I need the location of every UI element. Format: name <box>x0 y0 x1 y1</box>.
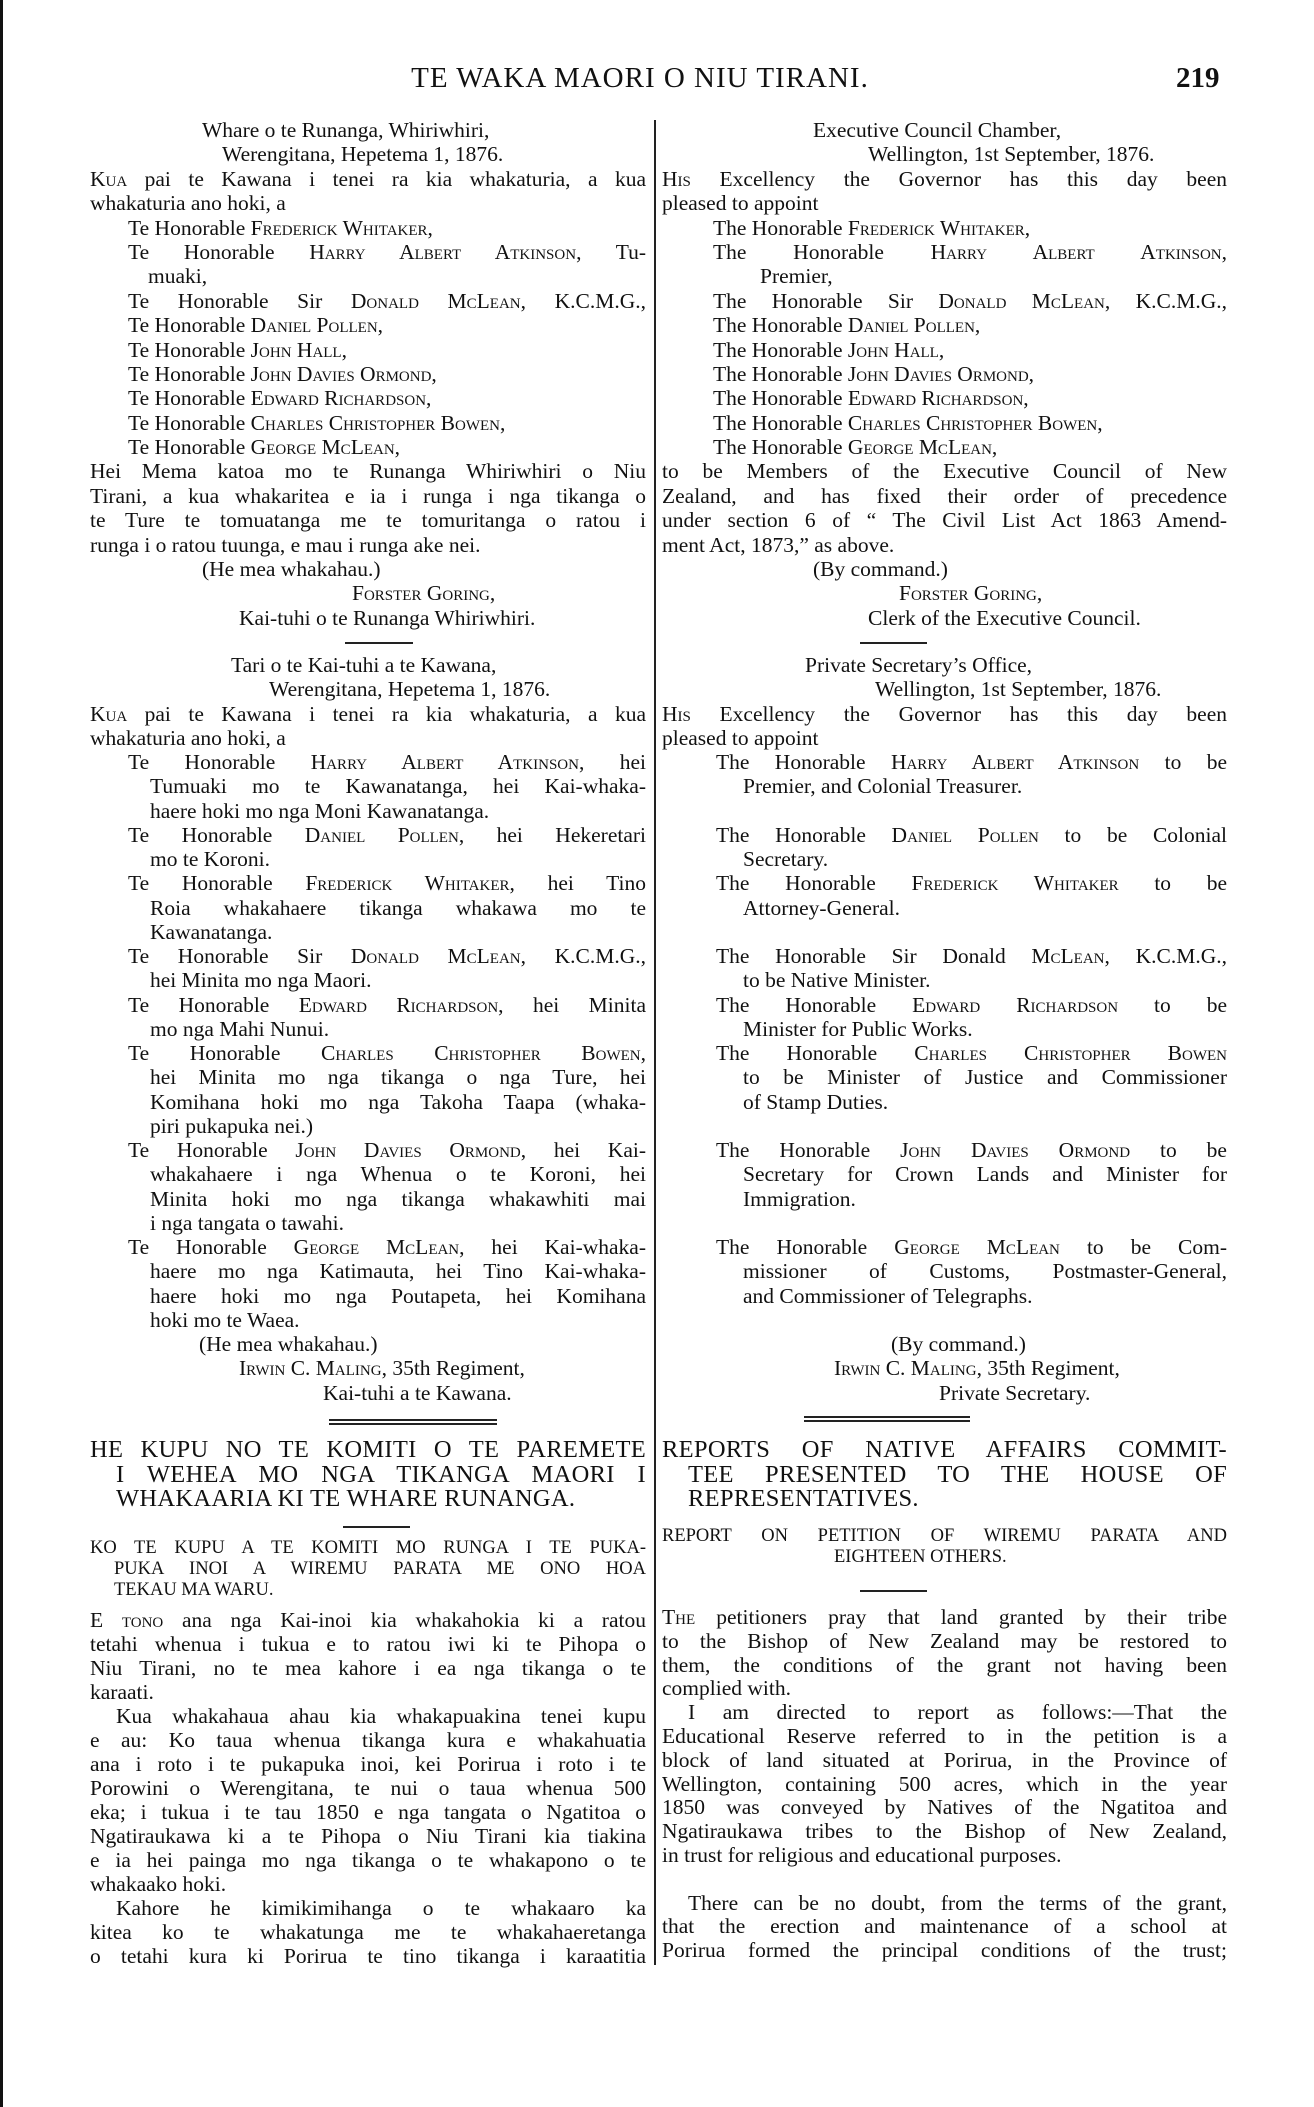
text-line: hoki mo te Waea. <box>150 1307 300 1332</box>
text-line: The Honorable George McLean, <box>713 435 998 460</box>
subheading-maori <box>90 1538 646 1601</box>
blank-line <box>662 1211 1227 1235</box>
text-line: Te Honorable Daniel Pollen, hei Hekeretari <box>128 822 647 847</box>
text-line: The Honorable John Hall, <box>713 337 945 362</box>
text-line: Wellington, 1st September, 1876. <box>868 142 1155 167</box>
small-caps-name: Irwin <box>834 1356 881 1381</box>
text-line: Clerk of the Executive Council. <box>868 605 1141 630</box>
text-line: Immigration. <box>743 1186 856 1211</box>
text-line: missioner of Customs, Postmaster-General, <box>743 1259 1227 1284</box>
text-line: The Honorable Charles Christopher Bowen <box>716 1041 1227 1065</box>
text-line: HE KUPU NO TE KOMITI O TE PAREMETE <box>90 1436 646 1463</box>
text-line: The Honorable Harry Albert Atkinson, <box>713 239 1227 264</box>
small-caps-name: Donald McLean <box>938 288 1105 313</box>
blank-line <box>662 799 1227 823</box>
text-line: Secretary. <box>743 847 829 871</box>
text-line: Tari o te Kai-tuhi a te Kawana, <box>231 653 497 677</box>
small-caps-name: Maling <box>910 1356 977 1381</box>
text-line: Te Honorable John Hall, <box>128 337 347 362</box>
text-line: Kai-tuhi a te Kawana. <box>323 1380 512 1405</box>
text-line: (He mea whakahau.) <box>202 557 381 582</box>
small-caps-name: Kua <box>90 701 128 726</box>
small-caps-name: Frederick Whitaker <box>250 215 428 240</box>
text-line: TEE PRESENTED TO THE HOUSE OF <box>688 1460 1227 1488</box>
blank-line <box>662 1308 1227 1332</box>
small-caps-name: Harry Albert Atkinson <box>890 750 1140 774</box>
separator-rule <box>860 1590 927 1592</box>
text-line: The Honorable Daniel Pollen to be Colonial <box>716 822 1227 847</box>
blank-line <box>662 920 1227 944</box>
text-line: Executive Council Chamber, <box>813 118 1062 142</box>
text-line: Te Honorable Charles Christopher Bowen, <box>128 410 506 435</box>
text-line: them, the conditions of the grant not having been <box>662 1652 1227 1677</box>
text-line: The Honorable Sir Donald McLean, K.C.M.G., <box>713 288 1228 313</box>
text-line: The Honorable Frederick Whitaker, <box>713 215 1031 240</box>
text-line: His Excellency the Governor has this day been <box>662 166 1227 191</box>
text-line: piri pukapuka nei.) <box>150 1113 313 1138</box>
text-line: Wellington, 1st September, 1876. <box>875 677 1162 702</box>
small-caps-name: John Hall <box>250 337 342 362</box>
small-caps-name: Charles Christopher Bowen <box>914 1041 1227 1065</box>
small-caps-name: George McLean <box>293 1235 460 1259</box>
small-caps-name: Irwin <box>239 1356 286 1381</box>
text-line: Secretary for Crown Lands and Minister for <box>743 1162 1227 1187</box>
text-line: Hei Mema katoa mo te Runanga Whiriwhiri o Niu <box>90 459 646 484</box>
small-caps-name: Edward Richardson <box>298 992 499 1017</box>
small-caps-name: His <box>662 701 691 726</box>
text-line: Premier, <box>760 264 833 289</box>
text-line: Kawanatanga. <box>150 919 273 944</box>
text-line: eka; i tukua i te tau 1850 e nga tangata o Ngatitoa o <box>90 1800 646 1824</box>
text-line: Te Honorable Sir Donald McLean, K.C.M.G., <box>128 288 647 313</box>
text-line: Forster Goring, <box>352 581 496 606</box>
small-caps-name: John Davies Ormond <box>847 361 1029 386</box>
small-caps-name: George McLean <box>847 435 992 460</box>
text-line: Komihana hoki mo nga Takoha Taapa (whaka- <box>150 1089 646 1114</box>
text-line: E tono ana nga Kai-inoi kia whakahokia ki a ratou <box>90 1608 646 1632</box>
text-line: Private Secretary. <box>939 1380 1091 1405</box>
text-line: complied with. <box>662 1676 791 1701</box>
text-line: The petitioners pray that land granted by their tribe <box>662 1605 1227 1629</box>
text-line: mo te Koroni. <box>150 847 271 871</box>
small-caps-name: Frederick Whitaker <box>911 871 1119 896</box>
text-line: (By command.) <box>891 1332 1026 1356</box>
small-caps-name: Harry Albert Atkinson <box>310 750 579 774</box>
text-line: I am directed to report as follows:—That the <box>688 1700 1227 1725</box>
text-line: whakaturia ano hoki, a <box>90 725 286 750</box>
text-line: Ngatiraukawa ki a te Pihopa o Niu Tirani kia tiakina <box>90 1824 646 1848</box>
text-line: to be Members of the Executive Council of New <box>662 459 1227 484</box>
small-caps-name: Donald McLean <box>350 288 521 313</box>
text-line: Ngatiraukawa tribes to the Bishop of New Zealand, <box>662 1819 1227 1844</box>
text-line: o tetahi kura ki Porirua te tino tikanga i karaatitia <box>90 1944 646 1968</box>
text-line: muaki, <box>148 264 208 289</box>
report-body-maori <box>90 1608 646 1968</box>
text-line: REPRESENTATIVES. <box>688 1485 919 1512</box>
text-line: Te Honorable John Davies Ormond, hei Kai- <box>128 1138 647 1162</box>
separator-rule <box>345 642 413 644</box>
text-line: Irwin C. Maling, 35th Regiment, <box>239 1356 525 1381</box>
text-line: There can be no doubt, from the terms of the grant, <box>688 1890 1227 1915</box>
text-line: Educational Reserve referred to in the petition is a <box>662 1723 1227 1748</box>
scan-edge <box>0 0 3 2107</box>
text-line: whakaako hoki. <box>90 1872 227 1896</box>
text-line: Niu Tirani, no te mea kahore i ea nga tikanga o te <box>90 1656 646 1680</box>
text-line: Kua pai te Kawana i tenei ra kia whakaturia, a kua <box>90 166 646 191</box>
text-line: 1850 was conveyed by Natives of the Ngatitoa and <box>662 1795 1227 1820</box>
small-caps-name: George McLean <box>250 435 395 460</box>
text-line: Kai-tuhi o te Runanga Whiriwhiri. <box>239 605 536 630</box>
text-line: REPORT ON PETITION OF WIREMU PARATA AND <box>662 1526 1227 1546</box>
text-line: EIGHTEEN OTHERS. <box>834 1547 1007 1567</box>
text-line: Te Honorable Frederick Whitaker, <box>128 215 433 240</box>
text-line: pleased to appoint <box>662 725 819 750</box>
text-line: mo nga Mahi Nunui. <box>150 1016 330 1041</box>
notice-executive-council-maori <box>90 118 646 630</box>
text-line: Te Honorable Frederick Whitaker, hei Tino <box>128 871 647 896</box>
text-line: Te Honorable Sir Donald McLean, K.C.M.G., <box>128 944 647 968</box>
small-caps-name: Donald McLean <box>350 944 521 968</box>
text-line: Kua whakahaua ahau kia whakapuakina tenei kupu <box>116 1704 646 1728</box>
report-body-english <box>662 1606 1227 1963</box>
separator-rule <box>343 1526 410 1528</box>
small-caps-name: Charles Christopher Bowen <box>320 1041 641 1065</box>
text-line: hei Minita mo nga tikanga o nga Ture, hei <box>150 1065 646 1090</box>
text-line: Irwin C. Maling, 35th Regiment, <box>834 1356 1120 1381</box>
small-caps-name: Edward Richardson <box>250 386 427 411</box>
text-line: Werengitana, Hepetema 1, 1876. <box>269 677 551 702</box>
double-rule <box>804 1416 970 1422</box>
text-line: whakahaere i nga Whenua o te Koroni, hei <box>150 1162 646 1187</box>
text-line: Te Honorable Harry Albert Atkinson, hei <box>128 750 646 774</box>
text-line: haere hoki mo nga Moni Kawanatanga. <box>150 798 490 823</box>
text-line: I WEHEA MO NGA TIKANGA MAORI I <box>116 1460 646 1488</box>
blank-line <box>662 1114 1227 1138</box>
notice-executive-council <box>662 118 1227 630</box>
small-caps-name: Edward Richardson <box>912 992 1119 1017</box>
text-line: Te Honorable Daniel Pollen, <box>128 313 384 338</box>
small-caps-name: Harry Albert Atkinson <box>309 239 577 264</box>
text-line: Porowini o Werengitana, te nui o taua whenua 500 <box>90 1776 646 1800</box>
text-line: The Honorable Edward Richardson, <box>713 386 1029 411</box>
small-caps-name: tono <box>121 1608 164 1632</box>
small-caps-name: Kua <box>90 166 128 191</box>
text-line: His Excellency the Governor has this day been <box>662 701 1227 726</box>
text-line: Te Honorable John Davies Ormond, <box>128 361 437 386</box>
text-line: Tirani, a kua whakaritea e ia i runga i nga tikanga o <box>90 483 646 508</box>
notice-ministers-maori <box>90 653 646 1405</box>
text-line: runga i o ratou tuunga, e mau i runga ake nei. <box>90 532 481 557</box>
text-line: The Honorable Daniel Pollen, <box>713 313 981 338</box>
text-line: e au: Ko taua whenua tikanga kura e whakahuatia <box>90 1728 646 1752</box>
text-line: Kahore he kimikimihanga o te whakaaro ka <box>116 1896 646 1920</box>
text-line: to be Native Minister. <box>743 968 931 993</box>
small-caps-name: McLean <box>1031 944 1105 968</box>
text-line: Zealand, and has fixed their order of precedence <box>662 483 1227 508</box>
text-line: Werengitana, Hepetema 1, 1876. <box>222 142 504 167</box>
text-line: pleased to appoint <box>662 191 819 216</box>
text-line: The Honorable Frederick Whitaker to be <box>716 871 1227 896</box>
small-caps-name: Daniel Pollen <box>250 313 378 338</box>
section-heading-english <box>662 1438 1227 1512</box>
small-caps-name: Edward Richardson <box>847 386 1024 411</box>
text-line: Te Honorable Harry Albert Atkinson, Tu- <box>128 239 646 264</box>
text-line: te Ture te tomuatanga me te tomuritanga o ratou i <box>90 508 646 533</box>
text-line: The Honorable Charles Christopher Bowen, <box>713 410 1103 435</box>
text-line: i nga tangata o tawahi. <box>150 1210 345 1235</box>
text-line: Te Honorable Edward Richardson, <box>128 386 432 411</box>
text-line: that the erection and maintenance of a school at <box>662 1914 1227 1939</box>
text-line: The Honorable Sir Donald McLean, K.C.M.G., <box>716 944 1227 968</box>
text-line: Te Honorable George McLean, <box>128 435 401 460</box>
text-line: Whare o te Runanga, Whiriwhiri, <box>202 118 490 142</box>
text-line: Forster Goring, <box>899 581 1043 606</box>
text-line: The Honorable Harry Albert Atkinson to be <box>716 750 1228 774</box>
small-caps-name: Frederick Whitaker <box>847 215 1025 240</box>
small-caps-name: George McLean <box>894 1235 1060 1259</box>
text-line: The Honorable George McLean to be Com- <box>716 1235 1228 1259</box>
text-line: ment Act, 1873,” as above. <box>662 532 895 557</box>
small-caps-name: Daniel Pollen <box>304 822 459 847</box>
text-line: Tumuaki mo te Kawanatanga, hei Kai-whaka- <box>150 774 646 799</box>
text-line: Private Secretary’s Office, <box>805 653 1033 677</box>
text-line: Minister for Public Works. <box>743 1016 973 1041</box>
text-line: to be Minister of Justice and Commissioner <box>743 1065 1227 1090</box>
small-caps-name: John Hall <box>847 337 939 362</box>
text-line: (He mea whakahau.) <box>199 1332 378 1356</box>
text-line: karaati. <box>90 1680 154 1704</box>
small-caps-name: Frederick Whitaker <box>305 871 510 896</box>
text-line: Kua pai te Kawana i tenei ra kia whakaturia, a kua <box>90 701 646 726</box>
double-rule <box>329 1419 497 1425</box>
text-line: Porirua formed the principal conditions of the trust; <box>662 1938 1227 1963</box>
text-line: Wellington, containing 500 acres, which in the year <box>662 1771 1227 1796</box>
small-caps-name: Charles Christopher Bowen <box>847 410 1098 435</box>
page-number: 219 <box>1176 62 1220 94</box>
text-line: e ia hei painga mo nga tikanga o te whakapono o te <box>90 1848 646 1872</box>
text-line: WHAKAARIA KI TE WHARE RUNANGA. <box>116 1485 576 1512</box>
text-line: whakaturia ano hoki, a <box>90 191 286 216</box>
text-line: haere mo nga Katimauta, hei Tino Kai-whaka- <box>150 1259 646 1284</box>
text-line: of Stamp Duties. <box>743 1089 889 1114</box>
text-line: (By command.) <box>813 557 948 582</box>
text-line: to the Bishop of New Zealand may be restored to <box>662 1628 1227 1653</box>
text-line: ana i roto i te pukapuka inoi, kei Porirua i roto i te <box>90 1752 646 1776</box>
small-caps-name: John Davies Ormond <box>295 1138 521 1162</box>
small-caps-name: Daniel Pollen <box>847 313 975 338</box>
notice-ministers <box>662 653 1227 1405</box>
subheading-english <box>662 1526 1227 1568</box>
text-line: PUKA INOI A WIREMU PARATA ME ONO HOA <box>114 1559 646 1579</box>
small-caps-name: Forster Goring <box>899 581 1037 606</box>
text-line: Premier, and Colonial Treasurer. <box>743 774 1023 799</box>
text-line: Te Honorable Charles Christopher Bowen, <box>128 1041 646 1065</box>
text-line: tetahi whenua i tukua e to ratou iwi ki te Pihopa o <box>90 1632 646 1656</box>
blank-line <box>662 1868 1227 1892</box>
small-caps-name: John Davies Ormond <box>250 361 432 386</box>
text-line: and Commissioner of Telegraphs. <box>743 1283 1033 1308</box>
text-line: under section 6 of “ The Civil List Act 1863 Amend- <box>662 508 1227 533</box>
text-line: kitea ko te whakatunga me te whakahaeretanga <box>90 1920 646 1944</box>
small-caps-name: Daniel Pollen <box>891 822 1039 847</box>
text-line: hei Minita mo nga Maori. <box>150 968 372 993</box>
text-line: The Honorable John Davies Ormond, <box>713 361 1035 386</box>
text-line: in trust for religious and educational purposes. <box>662 1842 1062 1867</box>
text-line: haere hoki mo nga Poutapeta, hei Komihana <box>150 1283 646 1308</box>
small-caps-name: Maling <box>315 1356 382 1381</box>
small-caps-name: His <box>662 166 691 191</box>
text-line: Te Honorable Edward Richardson, hei Minita <box>128 992 646 1017</box>
text-line: The Honorable Edward Richardson to be <box>716 992 1228 1017</box>
running-title: TE WAKA MAORI O NIU TIRANI. <box>411 62 869 94</box>
text-line: KO TE KUPU A TE KOMITI MO RUNGA I TE PUKA- <box>90 1538 646 1558</box>
small-caps-name: John Davies Ormond <box>900 1138 1131 1162</box>
column-divider <box>654 120 656 1965</box>
text-line: Te Honorable George McLean, hei Kai-whaka- <box>128 1235 647 1259</box>
text-line: block of land situated at Porirua, in the Province of <box>662 1747 1227 1772</box>
small-caps-name: Forster Goring <box>352 581 490 606</box>
small-caps-name: Charles Christopher Bowen <box>250 410 501 435</box>
small-caps-name: The <box>662 1605 696 1629</box>
text-line: REPORTS OF NATIVE AFFAIRS COMMIT- <box>662 1436 1227 1463</box>
section-heading-maori <box>90 1438 646 1512</box>
text-line: Roia whakahaere tikanga whakawa mo te <box>150 895 646 920</box>
separator-rule <box>860 642 927 644</box>
small-caps-name: Harry Albert Atkinson <box>930 239 1222 264</box>
text-line: Attorney-General. <box>743 895 900 920</box>
text-line: TEKAU MA WARU. <box>114 1580 274 1600</box>
text-line: The Honorable John Davies Ormond to be <box>716 1138 1227 1162</box>
text-line: Minita hoki mo nga tikanga whakawhiti mai <box>150 1186 646 1211</box>
